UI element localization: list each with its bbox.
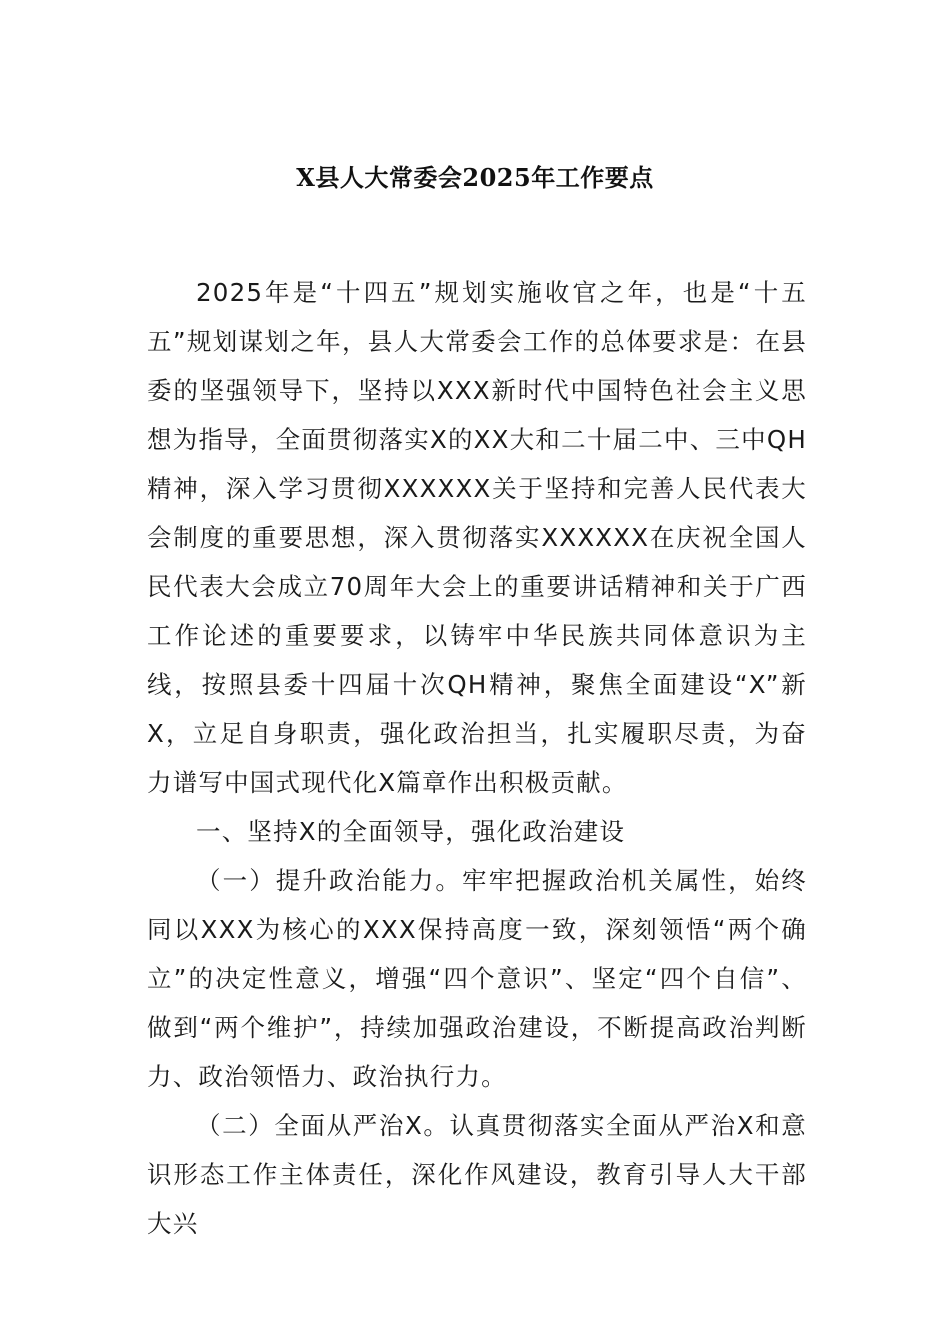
subsection-paragraph-1: （一）提升政治能力。牢牢把握政治机关属性，始终同以XXX为核心的XXX保持高度一致，深刻领悟“两个确立”的决定性意义，增强“四个意识”、坚定“四个自信”、做到“两个维护”，持续加强政治建设，不断提高政治判断力、政治领悟力、政治执行力。 bbox=[147, 866, 807, 1091]
section-heading-1: 一、坚持X的全面领导，强化政治建设 bbox=[196, 817, 626, 846]
document-body bbox=[147, 268, 807, 1248]
intro-paragraph: 2025年是“十四五”规划实施收官之年，也是“十五五”规划谋划之年，县人大常委会工作的总体要求是：在县委的坚强领导下，坚持以XXX新时代中国特色社会主义思想为指导，全面贯彻落实X的XX大和二十届二中、三中QH精神，深入学习贯彻XXXXXX关于坚持和完善人民代表大会制度的重要思想，深入贯彻落实XXXXXX在庆祝全国人民代表大会成立70周年大会上的重要讲话精神和关于广西工作论述的重要要求，以铸牢中华民族共同体意识为主线，按照县委十四届十次QH精神，聚焦全面建设“X”新X，立足自身职责，强化政治担当，扎实履职尽责，为奋力谱写中国式现代化X篇章作出积极贡献。 bbox=[147, 278, 807, 797]
subsection-paragraph-2: （二）全面从严治X。认真贯彻落实全面从严治X和意识形态工作主体责任，深化作风建设，教育引导人大干部大兴 bbox=[147, 1111, 807, 1238]
document-title: X县人大常委会2025年工作要点 bbox=[296, 163, 654, 192]
